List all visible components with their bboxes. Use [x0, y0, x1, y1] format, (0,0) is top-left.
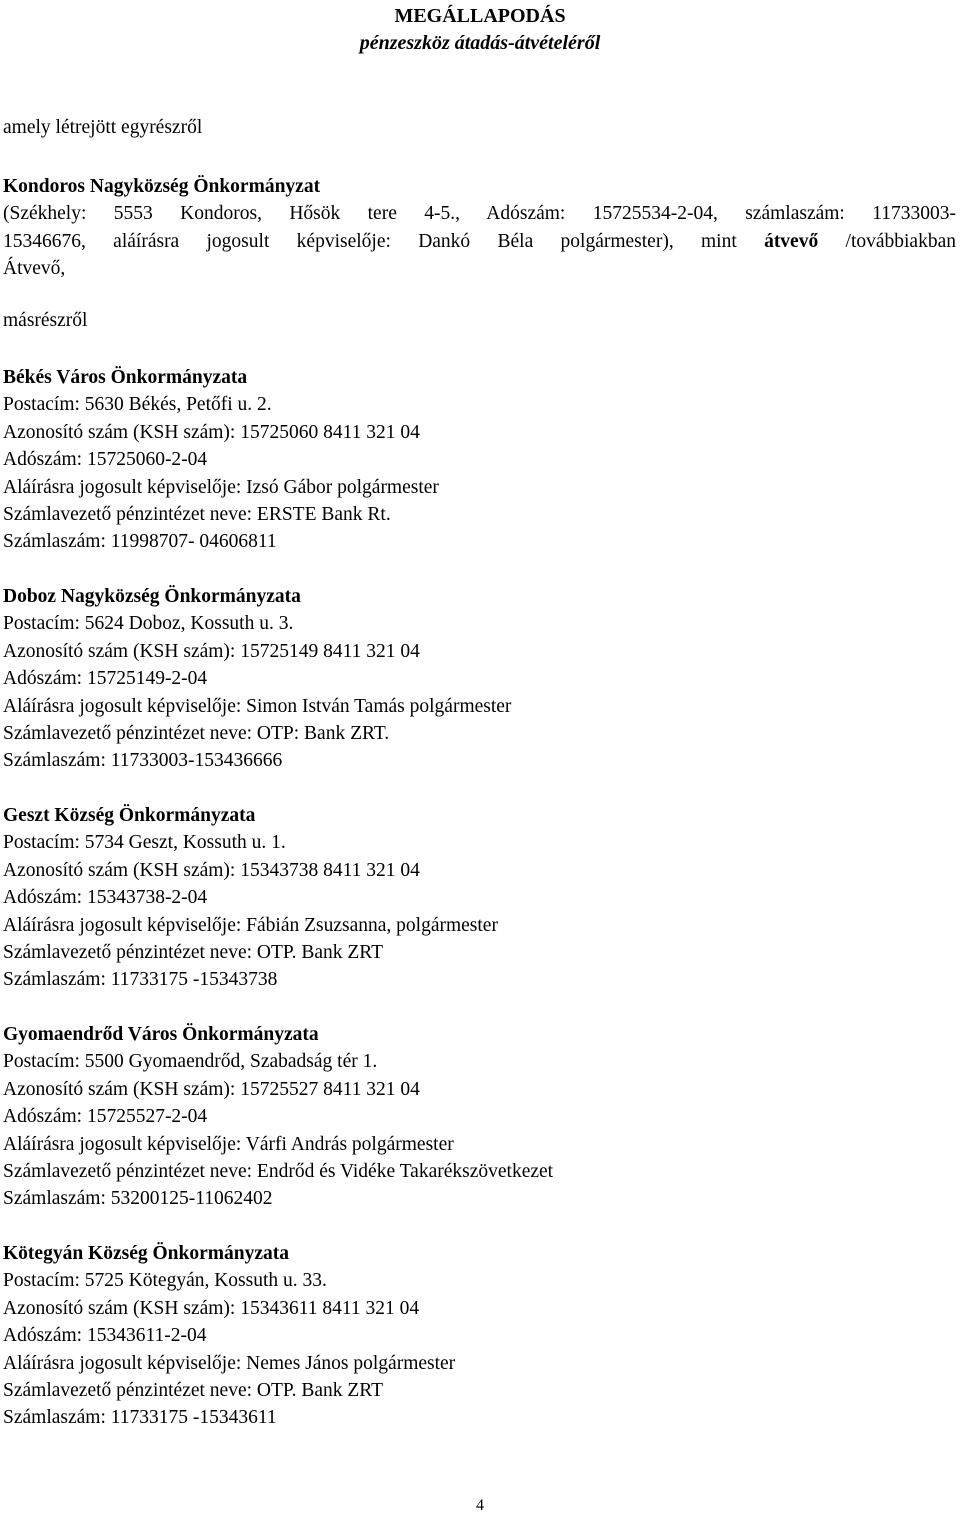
- document-title-block: [0, 3, 960, 57]
- entity-ksh: Azonosító szám (KSH szám): 15725527 8411 321 04: [3, 1078, 420, 1100]
- entity-account: Számlaszám: 11733175 -15343738: [3, 969, 278, 991]
- entity-postal: Postacím: 5725 Kötegyán, Kossuth u. 33.: [3, 1270, 327, 1292]
- entity-account: Számlaszám: 53200125-11062402: [3, 1188, 273, 1210]
- entity-block: [3, 1240, 455, 1432]
- entity-signer: Aláírásra jogosult képviselője: Fábián Zsuzsanna, polgármester: [3, 914, 498, 936]
- party-receiver: [3, 173, 956, 282]
- party-receiver-line-2-end: /továbbiakban: [818, 230, 956, 252]
- entity-ksh: Azonosító szám (KSH szám): 15343738 8411 321 04: [3, 859, 420, 881]
- entity-name: Doboz Nagyközség Önkormányzata: [3, 586, 301, 607]
- entity-tax: Adószám: 15343611-2-04: [3, 1325, 207, 1347]
- entity-block: [3, 1021, 553, 1213]
- entity-postal: Postacím: 5734 Geszt, Kossuth u. 1.: [3, 832, 286, 854]
- entity-ksh: Azonosító szám (KSH szám): 15725060 8411 321 04: [3, 421, 420, 443]
- entity-tax: Adószám: 15725149-2-04: [3, 668, 208, 690]
- entity-bank: Számlavezető pénzintézet neve: Endrőd és Vidéke Takarékszövetkezet: [3, 1161, 554, 1183]
- entity-signer: Aláírásra jogosult képviselője: Simon István Tamás polgármester: [3, 695, 512, 717]
- entity-name: Geszt Község Önkormányzata: [3, 805, 256, 826]
- entity-tax: Adószám: 15343738-2-04: [3, 887, 208, 909]
- party-receiver-line-2-start: 15346676, aláírásra jogosult képviselője: Dankó Béla polgármester), mint: [3, 230, 765, 252]
- entity-name: Gyomaendrőd Város Önkormányzata: [3, 1024, 319, 1045]
- entity-ksh: Azonosító szám (KSH szám): 15343611 8411 321 04: [3, 1297, 420, 1319]
- entity-account: Számlaszám: 11998707- 04606811: [3, 531, 277, 553]
- entity-postal: Postacím: 5630 Békés, Petőfi u. 2.: [3, 394, 272, 416]
- entity-name: Békés Város Önkormányzata: [3, 367, 248, 388]
- party-receiver-name: Kondoros Nagyközség Önkormányzat: [3, 176, 321, 197]
- entity-name: Kötegyán Község Önkormányzata: [3, 1243, 289, 1264]
- entity-bank: Számlavezető pénzintézet neve: OTP. Bank ZRT: [3, 1380, 384, 1402]
- entity-block: [3, 583, 511, 775]
- entity-account: Számlaszám: 11733003-153436666: [3, 750, 283, 772]
- intro-text: amely létrejött egyrészről: [3, 117, 203, 138]
- entity-signer: Aláírásra jogosult képviselője: Izsó Gábor polgármester: [3, 476, 439, 498]
- entity-postal: Postacím: 5500 Gyomaendrőd, Szabadság tér 1.: [3, 1051, 378, 1073]
- party-receiver-line-2: [3, 228, 956, 255]
- entity-tax: Adószám: 15725527-2-04: [3, 1106, 208, 1128]
- entity-signer: Aláírásra jogosult képviselője: Nemes János polgármester: [3, 1352, 456, 1374]
- entity-signer: Aláírásra jogosult képviselője: Várfi András polgármester: [3, 1133, 454, 1155]
- entity-tax: Adószám: 15725060-2-04: [3, 449, 208, 471]
- entity-bank: Számlavezető pénzintézet neve: OTP. Bank ZRT: [3, 942, 384, 964]
- receiver-role-label: átvevő: [764, 230, 819, 252]
- document-title: MEGÁLLAPODÁS: [394, 5, 566, 27]
- party-receiver-line-3: Átvevő,: [3, 257, 66, 279]
- entity-block: [3, 364, 439, 556]
- document-subtitle: pénzeszköz átadás-átvételéről: [359, 32, 601, 54]
- other-side-text: másrészről: [3, 310, 88, 331]
- entity-block: [3, 802, 498, 994]
- entity-bank: Számlavezető pénzintézet neve: OTP: Bank ZRT.: [3, 723, 390, 745]
- entity-ksh: Azonosító szám (KSH szám): 15725149 8411 321 04: [3, 640, 420, 662]
- entity-account: Számlaszám: 11733175 -15343611: [3, 1407, 277, 1429]
- page-number: 4: [476, 1497, 484, 1514]
- entity-bank: Számlavezető pénzintézet neve: ERSTE Bank Rt.: [3, 504, 391, 526]
- party-receiver-line-1: (Székhely: 5553 Kondoros, Hősök tere 4-5., Adószám: 15725534-2-04, számlaszám: 11733003-: [3, 203, 956, 225]
- entity-postal: Postacím: 5624 Doboz, Kossuth u. 3.: [3, 613, 294, 635]
